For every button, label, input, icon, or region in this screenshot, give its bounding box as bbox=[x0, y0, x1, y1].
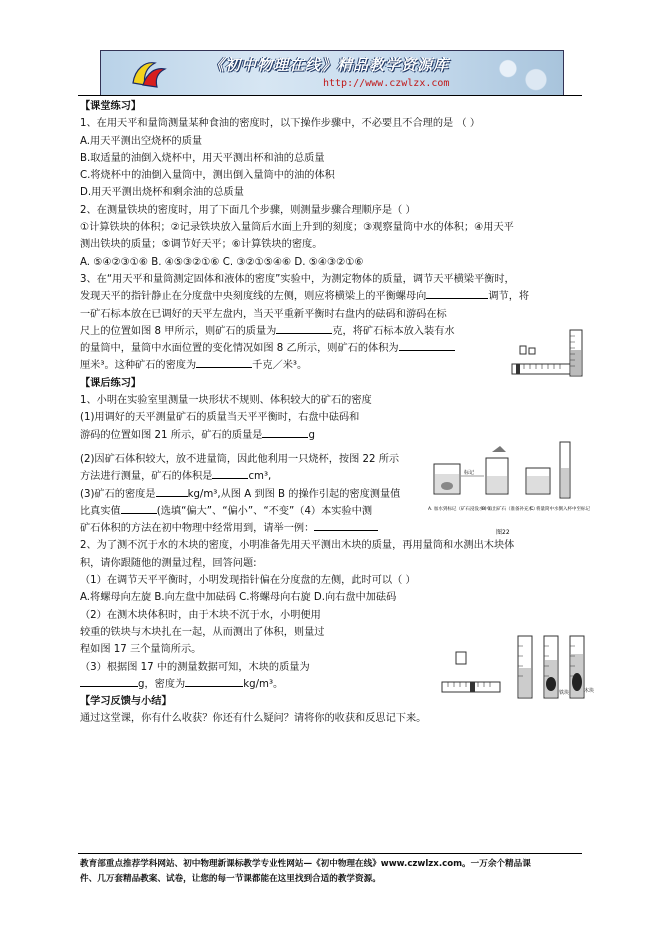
section-heading-after-class: 【课后练习】 bbox=[80, 377, 142, 389]
question-3-line-3: 一矿石标本放在已调好的天平左盘内，当天平重新平衡时右盘内的砝码和游码在标 bbox=[80, 308, 447, 320]
question-2: 2、在测量铁块的密度时，用了下面几个步骤，则测量步骤合理顺序是（ ） bbox=[80, 204, 416, 216]
section-heading-summary: 【学习反馈与小结】 bbox=[80, 696, 172, 708]
hw-question-1-part-4: 矿石体积的方法在初中物理中经常用到，请举一例： bbox=[80, 520, 584, 537]
section-heading-class-practice: 【课堂练习】 bbox=[80, 101, 142, 112]
header-rule bbox=[78, 95, 582, 96]
blank[interactable] bbox=[80, 676, 138, 687]
banner-decoration bbox=[487, 51, 557, 95]
blank[interactable] bbox=[399, 340, 455, 351]
hw-question-2b: 积，请你跟随他的测量过程，回答问题: bbox=[80, 557, 257, 569]
fig22-caption-b: B. 取出矿石（准备补充水） bbox=[482, 507, 538, 512]
option-1c: C.将烧杯中的油倒入量筒中，测出倒入量筒中的油的体积 bbox=[80, 170, 335, 182]
hw-question-1-part-3b: 比真实值 (选填“偏大”、“偏小”、“不变”（4）本实验中测 bbox=[80, 503, 584, 520]
hw-question-1-part-2: (2)因矿石体积较大，放不进量筒，因此他利用一只烧杯，按图 22 所示 bbox=[80, 453, 400, 465]
hw-question-2-options: A.将螺母向左旋 B.向左盘中加砝码 C.将螺母向右旋 D.向右盘中加砝码 bbox=[80, 592, 397, 604]
iron-label: 铁块 bbox=[559, 690, 570, 696]
hw-question-1: 1、小明在实验室里测量一块形状不规则、体积较大的矿石的密度 bbox=[80, 395, 372, 407]
blank[interactable] bbox=[276, 323, 332, 334]
blank[interactable] bbox=[121, 503, 157, 514]
wood-label: 木块 bbox=[584, 688, 595, 694]
option-1a: A.用天平测出空烧杯的质量 bbox=[80, 135, 203, 147]
question-2-steps-2: 测出铁块的质量；⑤调节好天平；⑥计算铁块的密度。 bbox=[80, 239, 323, 251]
hw-question-2-part-3: （3）根据图 17 中的测量数据可知，木块的质量为 bbox=[80, 661, 310, 673]
site-logo-icon bbox=[129, 57, 169, 89]
hw-question-1-part-3: (3)矿石的密度是 kg/m³,从图 A 到图 B 的操作引起的密度测量值 bbox=[80, 486, 584, 503]
option-1b: B.取适量的油倒入烧杯中，用天平测出杯和油的总质量 bbox=[80, 152, 325, 164]
hw-question-2: 2、为了测不沉于水的木块的密度，小明准备先用天平测出木块的质量，再用量筒和水测出木块体 bbox=[80, 540, 515, 552]
question-3-line-4: 尺上的位置如图 8 甲所示，则矿石的质量为 克，将矿石标本放入装有水 bbox=[80, 323, 584, 340]
blank[interactable] bbox=[196, 357, 252, 368]
footer-line-1: 教育部重点推荐学科网站、初中物理新课标教学专业性网站—《初中物理在线》www.czwlzx.com。一万余个精品课 bbox=[80, 859, 531, 869]
mark-label: 标记 bbox=[464, 470, 475, 476]
question-2-options: A. ⑤④②③①⑥ B. ④⑤③②①⑥ C. ③②①⑤④⑥ D. ⑤④③②①⑥ bbox=[80, 256, 364, 268]
hw-question-2-part-2: （2）在测木块体积时，由于木块不沉于水，小明便用 bbox=[80, 609, 321, 621]
figure-22-beaker-procedure bbox=[426, 438, 591, 540]
blank[interactable] bbox=[262, 427, 308, 438]
blank[interactable] bbox=[426, 288, 488, 299]
question-3-line-1: 3、在“用天平和量筒测定固体和液体的密度”实验中，为测定物体的质量，调节天平横梁平衡时， bbox=[80, 273, 515, 285]
fig22-caption-c: C. 将量筒中水倒入杯中至标记 bbox=[530, 507, 591, 512]
fig22-caption-a: A. 加水到标记（矿石浸没水中） bbox=[428, 507, 493, 512]
blank[interactable] bbox=[314, 520, 378, 531]
question-3-line-5: 的量筒中，量筒中水面位置的变化情况如图 8 乙所示，则矿石的体积为 bbox=[80, 340, 584, 357]
blank[interactable] bbox=[156, 486, 188, 497]
option-1d: D.用天平测出烧杯和剩余油的总质量 bbox=[80, 187, 244, 199]
hw-question-2-part-1: （1）在调节天平平衡时，小明发现指针偏在分度盘的左侧，此时可以（ ） bbox=[80, 575, 416, 587]
header-banner bbox=[100, 50, 564, 96]
hw-question-1-part-2b: 方法进行测量，矿石的体积是 cm³, bbox=[80, 468, 584, 485]
figure-17-cylinders bbox=[440, 632, 595, 702]
question-1: 1、在用天平和量筒测量某种食油的密度时，以下操作步骤中，不必要且不合理的是 （ ） bbox=[80, 118, 481, 130]
hw-question-2-part-3b: g，密度为 kg/m³。 bbox=[80, 676, 584, 693]
blank[interactable] bbox=[212, 468, 248, 479]
footer-rule bbox=[78, 853, 582, 854]
fig22-title: 图22 bbox=[496, 529, 510, 536]
hw-question-1-part-1: (1)用调好的天平测量矿石的质量当天平平衡时，右盘中砝码和 bbox=[80, 412, 360, 424]
footer-line-2: 件、几万套精品教案、试卷，让您的每一节课都能在这里找到合适的教学资源。 bbox=[80, 874, 381, 884]
hw-question-2-part-2b: 较重的铁块与木块扎在一起，从而测出了体积，则量过 bbox=[80, 626, 325, 638]
footer bbox=[80, 857, 584, 887]
question-3-line-6: 厘米³。这种矿石的密度为 千克／米³。 bbox=[80, 357, 584, 374]
question-2-steps-1: ①计算铁块的体积；②记录铁块放入量筒后水面上升到的刻度；③观察量筒中水的体积；④用天平 bbox=[80, 222, 514, 234]
blank[interactable] bbox=[185, 676, 243, 687]
question-3-line-2: 发现天平的指针静止在分度盘中央刻度线的左侧，则应将横梁上的平衡螺母向 调节，将 bbox=[80, 288, 584, 305]
banner-title: 《初中物理在线》精品教学资源库 bbox=[209, 56, 450, 74]
banner-url[interactable]: http://www.czwlzx.com bbox=[323, 78, 450, 89]
summary-text: 通过这堂课，你有什么收获？你还有什么疑问？请将你的收获和反思记下来。 bbox=[80, 713, 427, 725]
figure-8-balance-cylinder bbox=[508, 326, 586, 382]
hw-question-2-part-2c: 程如图 17 三个量筒所示。 bbox=[80, 644, 202, 656]
hw-question-1-part-1b: 游码的位置如图 21 所示，矿石的质量是 g bbox=[80, 427, 584, 444]
